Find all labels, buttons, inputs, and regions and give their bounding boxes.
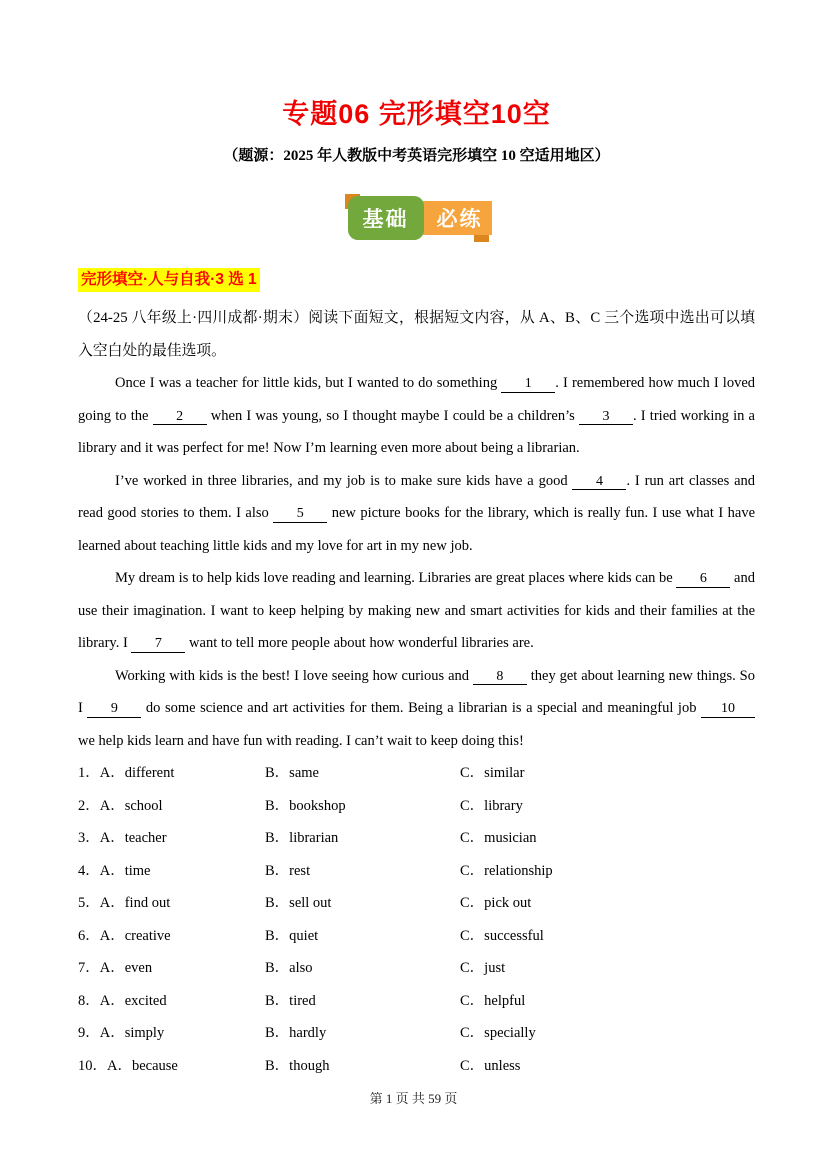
- cloze-blank-10: [701, 701, 755, 718]
- passage-paragraph: I’ve worked in three libraries, and my job is to make sure kids have a good 4 . I run art classes and read good stories to them. I also 5 new picture books for the library, which is really fun. I use what I have learned about teaching little kids and my love for art in my new job.: [78, 472, 756, 554]
- cloze-blank-1: [501, 376, 555, 393]
- blank-number: 9: [110, 701, 118, 716]
- basics-practice-badge: [342, 194, 492, 242]
- option-cell: 3．A．teacher: [78, 830, 167, 846]
- option-cell: 5．A．find out: [78, 895, 171, 911]
- blank-number: 7: [154, 636, 162, 651]
- option-cell: C．helpful: [460, 992, 526, 1009]
- page-title: 专题06 完形填空10空: [282, 99, 551, 129]
- option-cell: B．sell out: [265, 895, 332, 911]
- cloze-blank-3: [579, 409, 633, 426]
- cloze-blank-7: [131, 636, 185, 653]
- passage-paragraph: My dream is to help kids love reading and learning. Libraries are great places where kids can be 6 and use their imagination. I want to keep helping by making new and smart activities for kids and their families at the library. I 7 want to tell more people about how wonderful libraries are.: [78, 570, 755, 651]
- option-cell: C．musician: [460, 830, 537, 846]
- blank-number: 10: [721, 701, 735, 716]
- option-row: [78, 757, 755, 790]
- option-cell: 7．A．even: [78, 960, 153, 976]
- badge-right-label: 必练: [436, 208, 483, 231]
- option-row: [78, 855, 755, 888]
- option-cell: B．rest: [265, 862, 311, 879]
- option-cell: B．bookshop: [265, 797, 346, 814]
- cloze-passage: [78, 367, 755, 757]
- option-row: [78, 985, 755, 1018]
- blank-number: 8: [496, 668, 504, 684]
- badge-row: [78, 194, 755, 242]
- option-cell: 8．A．excited: [78, 992, 167, 1009]
- option-cell: B．though: [265, 1057, 330, 1074]
- option-row: [78, 887, 755, 920]
- cloze-blank-8: [473, 669, 527, 686]
- option-row: [78, 1050, 755, 1083]
- option-cell: B．same: [265, 765, 319, 781]
- option-cell: B．hardly: [265, 1025, 327, 1041]
- option-cell: B．librarian: [265, 830, 339, 846]
- blank-number: 1: [524, 376, 532, 391]
- option-cell: 9．A．simply: [78, 1025, 165, 1041]
- section-heading-row: [78, 268, 755, 292]
- intro-paragraph: （24-25 八年级上·四川成都·期末）阅读下面短文，根据短文内容，从 A、B、C 三个选项中选出可以填入空白处的最佳选项。: [78, 310, 755, 359]
- cloze-blank-4: [572, 474, 626, 491]
- page-number-footer: 第 1 页 共 59 页: [369, 1091, 458, 1106]
- badge-left-label: 基础: [348, 196, 424, 240]
- option-row: [78, 790, 755, 823]
- page-subtitle: （题源：2025 年人教版中考英语完形填空 10 空适用地区）: [223, 148, 610, 164]
- option-cell: B．quiet: [265, 927, 319, 944]
- option-cell: B．tired: [265, 992, 316, 1009]
- option-cell: C．relationship: [460, 862, 553, 879]
- blank-number: 2: [176, 408, 184, 424]
- option-row: [78, 822, 755, 855]
- option-cell: C．similar: [460, 765, 525, 781]
- cloze-blank-9: [87, 701, 141, 718]
- option-row: [78, 1017, 755, 1050]
- option-cell: 4．A．time: [78, 862, 151, 879]
- blank-number: 6: [699, 571, 707, 586]
- option-cell: C．unless: [460, 1057, 521, 1074]
- option-row: [78, 952, 755, 985]
- passage-paragraph: Once I was a teacher for little kids, but I wanted to do something 1 . I remembered how much I loved going to the 2 when I was young, so I thought maybe I could be a children’s 3 . I tried working in a library and it was perfect for me! Now I’m learning even more about being a librarian.: [78, 375, 756, 456]
- option-cell: C．pick out: [460, 895, 532, 911]
- blank-number: 5: [296, 506, 304, 521]
- option-cell: 6．A．creative: [78, 927, 171, 944]
- section-heading: 完形填空·人与自我·3 选 1: [78, 268, 260, 292]
- option-cell: C．library: [460, 797, 523, 814]
- option-cell: C．just: [460, 960, 506, 976]
- option-cell: C．specially: [460, 1025, 536, 1041]
- passage-paragraph: Working with kids is the best! I love seeing how curious and 8 they get about learning new things. So I 9 do some science and art activities for them. Being a librarian is a special and meaningful job 10 we help kids learn and have fun with reading. I can’t wait to keep doing this!: [78, 667, 755, 749]
- cloze-blank-5: [273, 506, 327, 523]
- option-cell: C．successful: [460, 927, 544, 944]
- option-cell: 2．A．school: [78, 797, 163, 814]
- blank-number: 4: [595, 473, 603, 489]
- cloze-blank-6: [676, 571, 730, 588]
- option-cell: 1．A．different: [78, 765, 175, 781]
- options-list: [78, 757, 755, 1082]
- cloze-blank-2: [153, 409, 207, 426]
- blank-number: 3: [602, 408, 610, 424]
- option-cell: B．also: [265, 960, 313, 976]
- option-row: [78, 920, 755, 953]
- option-cell: 10．A．because: [78, 1057, 178, 1074]
